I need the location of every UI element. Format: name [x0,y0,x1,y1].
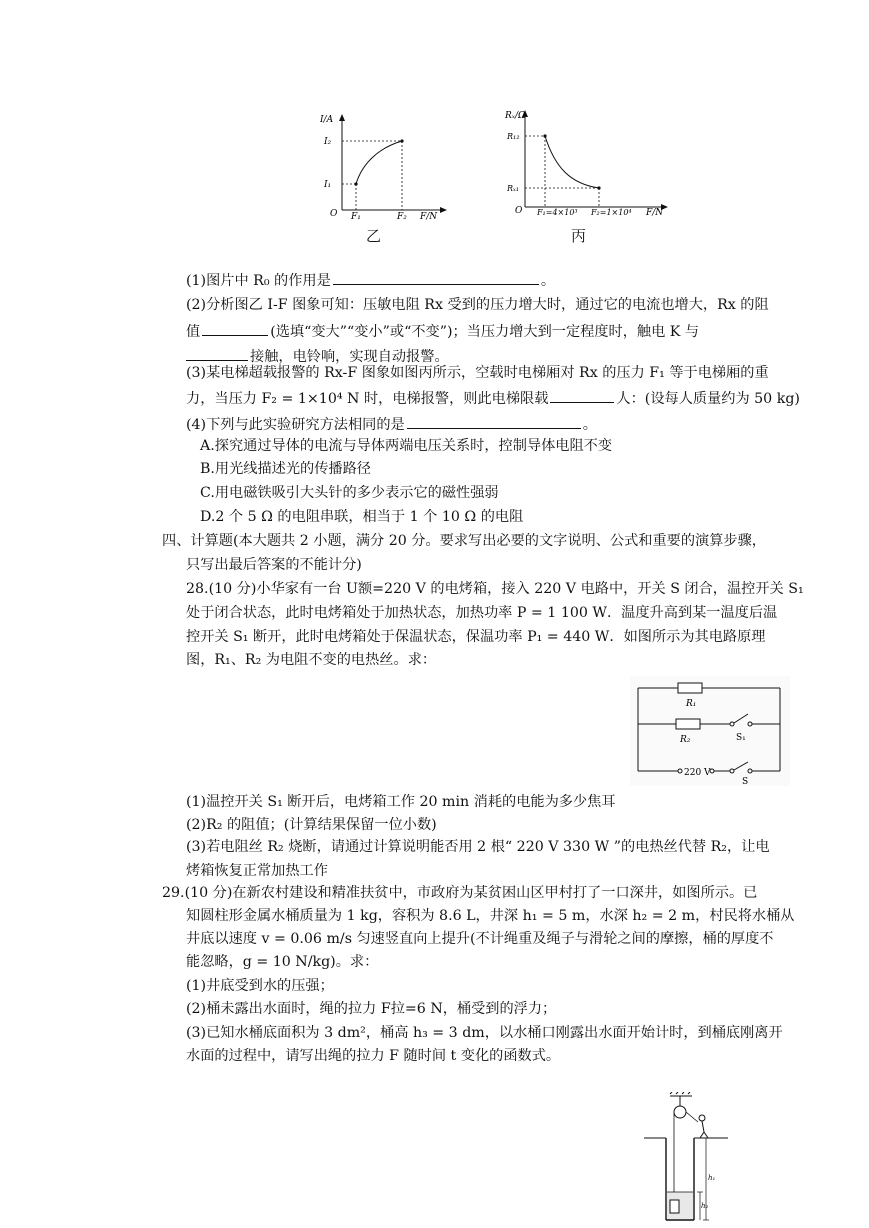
figure-yi-graph [318,112,450,220]
yi-tick-i1: I₁ [324,180,332,190]
yi-origin: O [330,209,338,219]
bing-tick-f1: F₁=4×10³ [537,208,578,217]
villager [699,1115,705,1121]
q29-sub1: (1)井底受到水的压强； [186,978,334,994]
yi-x-arrow [440,207,447,213]
bucket [670,1200,679,1213]
well-label-h2: h₂ [701,1202,709,1210]
q27-option-a: A.探究通过导体的电流与导体两端电压关系时，控制导体电阻不变 [200,438,613,454]
bing-x-label: F/N [646,208,664,218]
q27-option-b: B.用光线描述光的传播路径 [200,461,371,477]
q28-stem-line4: 图，R₁、R₂ 为电阻不变的电热丝。求： [186,652,437,668]
well-label-h1: h₁ [708,1174,716,1182]
q28-stem-line1: 28.(10 分)小华家有一台 U额=220 V 的电烤箱，接入 220 V 电路中，开关 S 闭合，温控开关 S₁ [186,581,804,597]
yi-tick-f1: F₁ [351,212,361,220]
q27-part3-line2: 力，当压力 F₂ = 1×10⁴ N 时，电梯报警，则此电梯限载 人：(设每人质量约为 50 kg) [186,388,800,409]
section4-heading-line1: 四、计算题(本大题共 2 小题，满分 20 分。要求写出必要的文字说明、公式和重要的演算步骤， [162,533,766,549]
q28-stem-line2: 处于闭合状态，此时电烤箱处于加热状态，加热功率 P = 1 100 W．温度升高到某一温度后温 [186,605,778,621]
q27-part4: (4)下列与此实验研究方法相同的是 。 [186,414,597,435]
q29-well-diagram [640,1092,732,1224]
q29-stem-line1: 29.(10 分)在新农村建设和精准扶贫中，市政府为某贫困山区甲村打了一口深井，如图所示。已 [162,885,758,901]
q28-circuit-diagram [630,676,790,786]
yi-y-label: I/A [320,115,334,125]
bing-tick-rx1: Rₓ₁ [507,184,520,193]
q29-sub3-line2: 水面的过程中，请写出绳的拉力 F 随时间 t 变化的函数式。 [186,1048,561,1064]
q28-sub2: (2)R₂ 的阻值；(计算结果保留一位小数) [186,817,437,833]
q29-stem-line4: 能忽略，g = 10 N/kg)。求： [186,954,379,970]
r2-resistor [676,719,700,729]
bing-tick-r12: R₁₂ [507,132,520,141]
q27-part2-line2: 值 (选填“变大”“变小”或“不变”)；当压力增大到一定程度时，触电 K 与 [186,321,699,342]
q28-sub1: (1)温控开关 S₁ 断开后，电烤箱工作 20 min 消耗的电能为多少焦耳 [186,794,616,810]
q28-sub3-line1: (3)若电阻丝 R₂ 烧断，请通过计算说明能否用 2 根“ 220 V 330 W ”的电热丝代替 R₂，让电 [186,839,770,855]
q29-sub2: (2)桶未露出水面时，绳的拉力 F拉=6 N，桶受到的浮力； [186,1001,557,1017]
q27-option-c: C.用电磁铁吸引大头针的多少表示它的磁性强弱 [200,485,499,501]
circuit-label-r1: R₁ [686,699,697,709]
yi-tick-f2: F₂ [397,212,407,220]
q27-part2-line3: 接触，电铃响，实现自动报警。 [186,346,449,367]
bing-origin: O [515,206,523,216]
bing-curve [545,136,599,188]
circuit-label-supply: 220 V [684,768,711,778]
q27-part3-line1: (3)某电梯超载报警的 Rx-F 图象如图丙所示，空载时电梯厢对 Rx 的压力 F₁ 等于电梯厢的重 [186,365,769,381]
bing-y-label: Rₓ/Ω [505,111,526,121]
yi-y-arrow [339,114,345,121]
q29-sub3-line1: (3)已知水桶底面积为 3 dm²，桶高 h₃ = 3 dm，以水桶口刚露出水面开始计时，到桶底刚离开 [186,1025,783,1041]
yi-x-label: F/N [420,212,438,220]
yi-curve [356,141,402,184]
pulley [674,1106,686,1118]
circuit-label-s1: S₁ [736,733,746,743]
q29-stem-line2: 知圆柱形金属水桶质量为 1 kg，容积为 8.6 L，井深 h₁ = 5 m，水深 h₂ = 2 m，村民将水桶从 [186,908,795,924]
q27-part1: (1)图片中 R₀ 的作用是 。 [186,270,555,291]
circuit-label-s: S [742,777,749,786]
q28-stem-line3: 控开关 S₁ 断开，此时电烤箱处于保温状态，保温功率 P₁ = 440 W．如图所示为其电路原理 [186,629,766,645]
yi-tick-i2: I₂ [324,137,332,147]
figure-bing-graph [503,106,673,218]
q29-stem-line3: 井底以速度 v = 0.06 m/s 匀速竖直向上提升(不计绳重及绳子与滑轮之间的摩擦，桶的厚度不 [186,931,774,947]
circuit-label-r2: R₂ [680,735,691,745]
bing-tick-f2: F₂=1×10⁴ [591,208,632,217]
r1-resistor [678,683,702,693]
section4-heading-line2: 只写出最后答案的不能计分) [186,557,362,573]
q27-option-d: D.2 个 5 Ω 的电阻串联，相当于 1 个 10 Ω 的电阻 [200,509,524,525]
figure-yi-caption: 乙 [366,227,382,245]
q27-part2-line1: (2)分析图乙 I-F 图象可知：压敏电阻 Rx 受到的压力增大时，通过它的电流也增大，Rx 的阻 [186,297,769,313]
figure-bing-caption: 丙 [571,227,587,245]
q28-sub3-line2: 烤箱恢复正常加热工作 [186,863,328,879]
